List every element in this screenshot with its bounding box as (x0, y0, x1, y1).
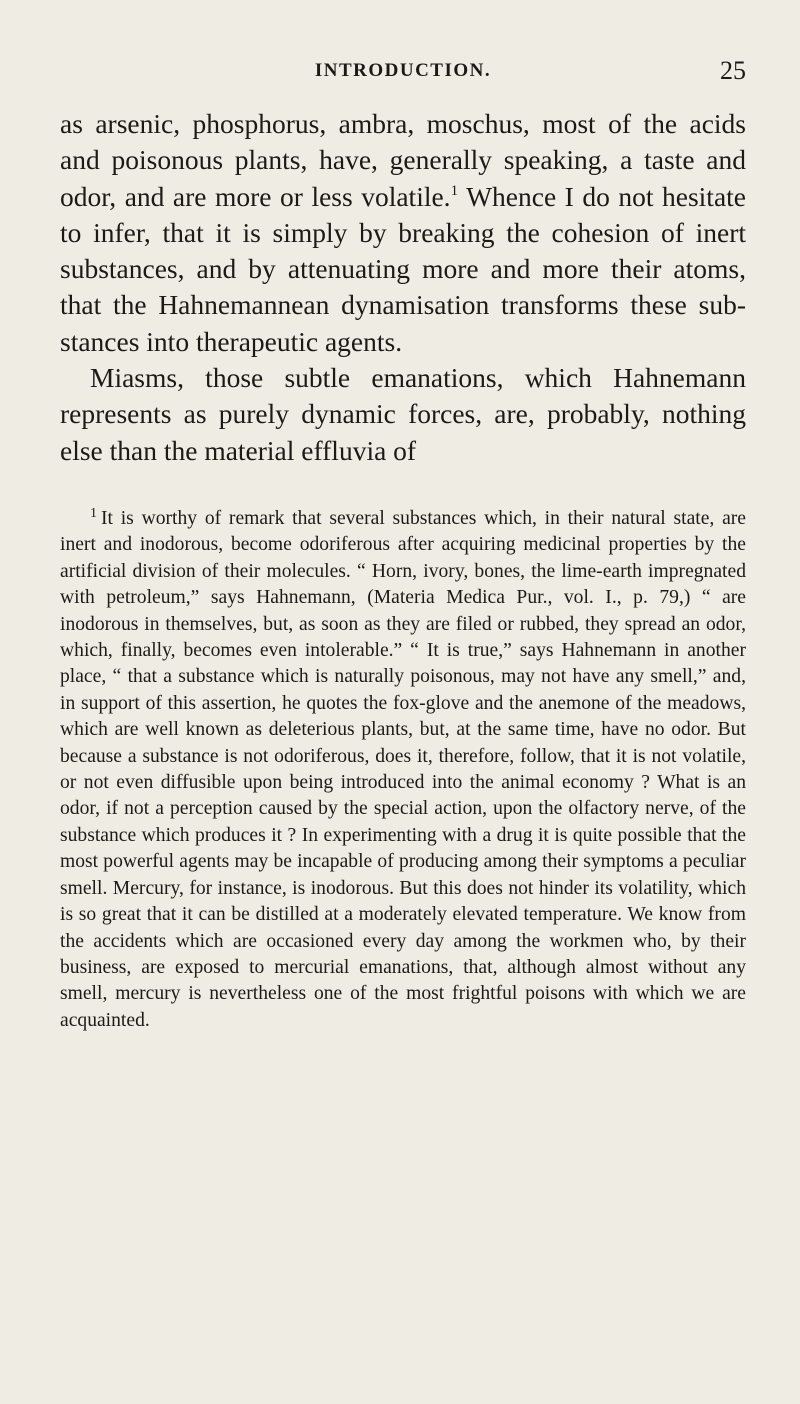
footnote-text: It is worthy of remark that several substances which, in their natural state, are inert and inodorous, become odoriferous after acquiring medicinal properties by the artificial division of their molecules. “ Horn, ivory, bones, the lime-earth impregnated with petroleum,” says Hahnemann, (Materia Medica Pur., vol. I., p. 79,) “ are inodorous in themselves, but, as soon as they are filed or rubbed, they spread an odor, which, finally, becomes even intolerable.” “ It is true,” says Hahnemann in another place, “ that a substance which is naturally poisonous, may not have any smell,” and, in support of this assertion, he quotes the fox-glove and the anemone of the meadows, which are well known as deleterious plants, but, at the same time, have no odor. But because a substance is not odoriferous, does it, therefore, follow, that it is not volatile, or not even diffusible upon being introduced into the animal economy ? What is an odor, if not a perception caused by the special action, upon the olfactory nerve, of the substance which produces it ? In experimenting with a drug it is quite possible that the most powerful agents may be incapable of producing among their symptoms a peculiar smell. Mercury, for instance, is inodorous. But this does not hinder its volatility, which is so great that it can be distilled at a moderately elevated temperature. We know from the accidents which are occasioned every day among the workmen who, by their business, are exposed to mercurial emanations, that, although almost without any smell, mercury is nevertheless one of the most frightful poisons with which we are acquainted. (60, 508, 746, 1031)
paragraph-2: Miasms, those subtle emanations, which Hahnemann represents as purely dynamic forces, are, probably, nothing else than the material effluvia of (60, 362, 746, 466)
footnote (60, 506, 746, 1034)
footnote-marker: 1 (90, 506, 97, 521)
paragraph-1-text-a: as arsenic, phosphorus, ambra, moschus, most of the acids and poisonous plants, have, generally speaking, a taste and odor, and are more or less volatile. (60, 108, 746, 212)
paragraph-1-text-b: Whence I do not hesitate to infer, that it is simply by breaking the cohesion of inert substances, and by attenuating more and more their atoms, that the Hahnemannean dynamisation transforms these substances into therapeutic agents. (60, 180, 746, 357)
page-header (60, 58, 746, 88)
page-number: 25 (720, 56, 746, 85)
footnote-reference: 1 (450, 182, 459, 199)
main-text (60, 106, 746, 469)
running-title: INTRODUCTION. (314, 60, 492, 81)
paragraph-1 (60, 106, 746, 360)
